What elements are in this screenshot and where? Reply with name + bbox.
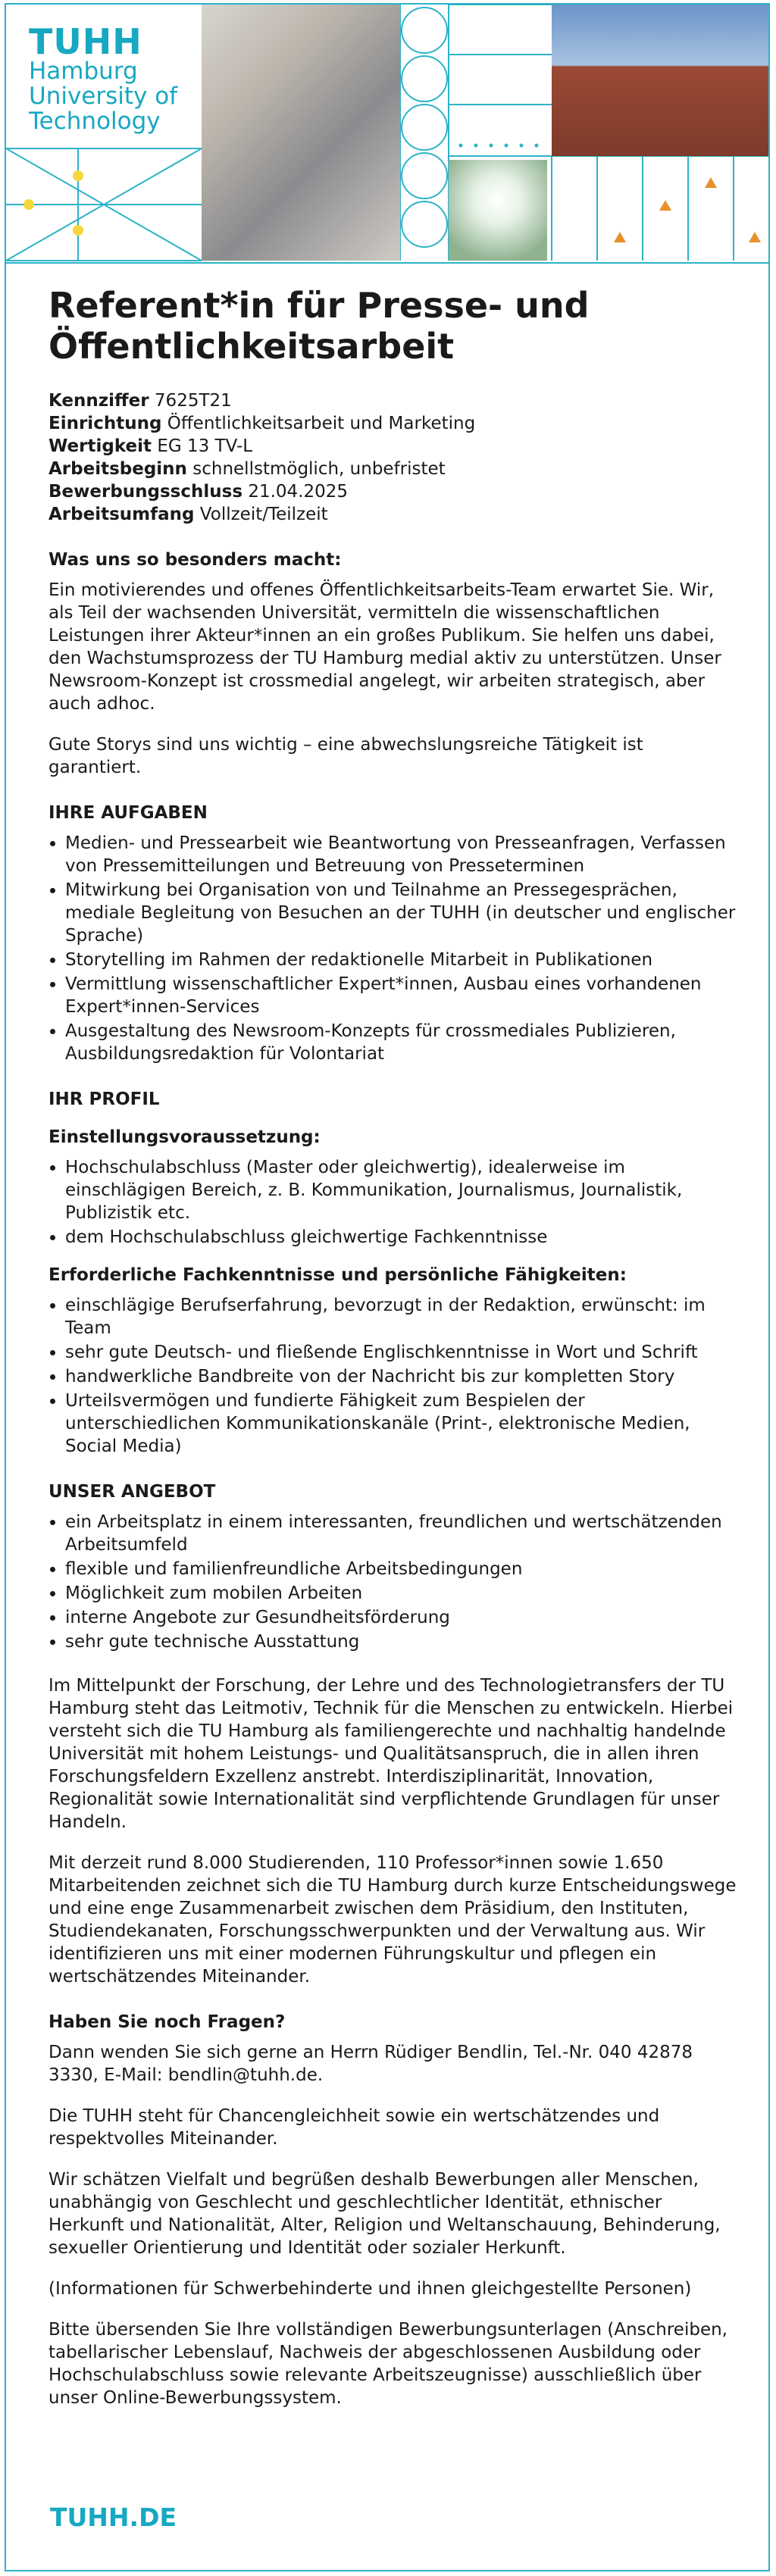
meta-row [48,412,738,435]
list-item: • Hochschulabschluss (Master oder gleichwertig), idealerweise im einschlägigen Bereich, z. B. Kommunikation, Journalismus, Journalistik, Publizistik etc. [65,1156,738,1224]
page-frame [5,3,770,2571]
requirements-list [48,1156,738,1249]
application-paragraph: Bitte übersenden Sie Ihre vollständigen Bewerbungsunterlagen (Anschreiben, tabellarischer Lebenslauf, Nachweis der abgeschlossenen Ausbildung oder Hochschulabschluss sowie relevante Arbeitszeugnisse) ausschließlich über unser Online-Bewerbungssystem. [48,2320,728,2408]
meta-row [48,503,738,526]
photo-campus-building [552,5,768,156]
list-item: • flexible und familienfreundliche Arbeitsbedingungen [65,1558,738,1580]
meta-value: 7625T21 [154,391,232,411]
meta-value: EG 13 TV-L [157,436,253,456]
job-title-line-2: Öffentlichkeitsarbeit [48,326,455,367]
logo-name: TUHH [29,21,142,62]
list-item: • handwerkliche Bandbreite von der Nachricht bis zur kompletten Story [65,1365,738,1388]
disability-info-link[interactable]: (Informationen für Schwerbehinderte und ihnen gleichgestellte Personen) [48,2279,692,2299]
list-item: • einschlägige Berufserfahrung, bevorzugt in der Redaktion, erwünscht: im Team [65,1294,738,1340]
list-item: • Medien- und Pressearbeit wie Beantwortung von Presseanfragen, Verfassen von Pressemitteilungen und Betreuung von Presseterminen [65,832,738,877]
meta-value: 21.04.2025 [248,482,349,502]
list-item: • Ausgestaltung des Newsroom-Konzepts für crossmediales Publizieren, Ausbildungsredaktion für Volontariat [65,1020,738,1065]
profile-sub-heading: Erforderliche Fachkenntnisse und persönliche Fähigkeiten: [48,1265,627,1285]
list-item: • interne Angebote zur Gesundheitsförderung [65,1606,738,1629]
list-item: • Storytelling im Rahmen der redaktionelle Mitarbeit in Publikationen [65,949,738,971]
meta-label: Arbeitsbeginn [48,459,187,479]
footer-website-link[interactable]: TUHH.DE [50,2503,177,2532]
list-item: • sehr gute Deutsch- und fließende Englischkenntnisse in Wort und Schrift [65,1341,738,1364]
meta-label: Arbeitsumfang [48,505,195,524]
photo-classroom [202,5,400,261]
meta-row [48,480,738,503]
list-item: • Vermittlung wissenschaftlicher Expert*innen, Ausbau eines vorhandenen Expert*innen-Services [65,973,738,1018]
contact-paragraph: Dann wenden Sie sich gerne an Herrn Rüdiger Bendlin, Tel.-Nr. 040 42878 3330, E-Mail: bendlin@tuhh.de. [48,2043,693,2085]
list-item: • Möglichkeit zum mobilen Arbeiten [65,1582,738,1605]
about-paragraph: Im Mittelpunkt der Forschung, der Lehre und des Technologietransfers der TU Hamburg steht das Leitmotiv, Technik für die Menschen zu entwickeln. Hierbei versteht sich die TU Hamburg als familiengerechte und nachhaltig handelnde Universität mit hohem Leistungs- und Qualitätsanspruch, die in allen ihren Forschungsfeldern Exzellenz anstrebt. Interdisziplinarität, Innovation, Regionalität sowie Internationalität sind verpflichtende Grundlagen für unser Handeln. [48,1676,734,1832]
meta-label: Wertigkeit [48,436,152,456]
logo-line-2: University of [29,83,178,110]
header-banner [6,5,768,264]
list-item: • ein Arbeitsplatz in einem interessanten, freundlichen und wertschätzenden Arbeitsumfeld [65,1511,738,1556]
intro-heading: Was uns so besonders macht: [48,550,342,570]
meta-label: Einrichtung [48,414,162,433]
meta-value: schnellstmöglich, unbefristet [192,459,446,479]
offer-heading: UNSER ANGEBOT [48,1482,216,1502]
list-item: • sehr gute technische Ausstattung [65,1630,738,1653]
main-content [48,285,738,2428]
intro-paragraph: Gute Storys sind uns wichtig – eine abwechslungsreiche Tätigkeit ist garantiert. [48,735,643,777]
list-item: • Urteilsvermögen und fundierte Fähigkeit zum Bespielen der unterschiedlichen Kommunikationskanäle (Print-, elektronische Medien, Social Media) [65,1390,738,1458]
questions-heading: Haben Sie noch Fragen? [48,2012,286,2032]
meta-row [48,389,738,412]
meta-label: Kennziffer [48,391,149,411]
photo-plant-closeup [449,160,547,261]
job-meta [48,389,738,526]
meta-value: Öffentlichkeitsarbeit und Marketing [167,414,476,433]
meta-value: Vollzeit/Teilzeit [199,505,328,524]
job-title-line-1: Referent*in für Presse- und [48,285,590,326]
skills-list [48,1294,738,1458]
about-paragraph: Mit derzeit rund 8.000 Studierenden, 110 Professor*innen sowie 1.650 Mitarbeitenden zeichnet sich die TU Hamburg durch kurze Entscheidungswege und eine enge Zusammenarbeit zwischen dem Präsidium, den Instituten, Studiendekanaten, Forschungsschwerpunkten und der Verwaltung aus. Wir identifizieren uns mit einer modernen Führungskultur und pflegen ein wertschätzendes Miteinander. [48,1853,737,1987]
intro-paragraph: Ein motivierendes und offenes Öffentlichkeitsarbeits-Team erwartet Sie. Wir, als Teil der wachsenden Universität, vermitteln die wissenschaftlichen Leistungen ihrer Akteur*innen an ein großes Publikum. Sie helfen uns dabei, den Wachstumsprozess der TU Hamburg medial aktiv zu unterstützen. Unser Newsroom-Konzept ist crossmedial angelegt, wir arbeiten strategisch, aber auch adhoc. [48,580,721,714]
equality-paragraph: Die TUHH steht für Chancengleichheit sowie ein wertschätzendes und respektvolles Miteinander. [48,2106,660,2149]
meta-row [48,458,738,480]
list-item: • Mitwirkung bei Organisation von und Teilnahme an Pressegesprächen, mediale Begleitung von Besuchen an der TUHH (in deutscher und englischer Sprache) [65,879,738,947]
job-title [48,285,738,367]
meta-label: Bewerbungsschluss [48,482,243,502]
diversity-paragraph: Wir schätzen Vielfalt und begrüßen deshalb Bewerbungen aller Menschen, unabhängig von Geschlecht und geschlechtlicher Identität, ethnischer Herkunft und Nationalität, Alter, Religion und Weltanschauung, Behinderung, sexueller Orientierung und Identität oder sozialer Herkunft. [48,2170,721,2258]
logo-line-1: Hamburg [29,58,138,85]
meta-row [48,435,738,458]
tasks-heading: IHRE AUFGABEN [48,803,208,823]
list-item: • dem Hochschulabschluss gleichwertige Fachkenntnisse [65,1226,738,1249]
offer-list [48,1511,738,1653]
logo-line-3: Technology [29,108,161,135]
profile-sub-heading: Einstellungsvoraussetzung: [48,1127,321,1147]
profile-heading: IHR PROFIL [48,1089,160,1109]
tasks-list [48,832,738,1065]
